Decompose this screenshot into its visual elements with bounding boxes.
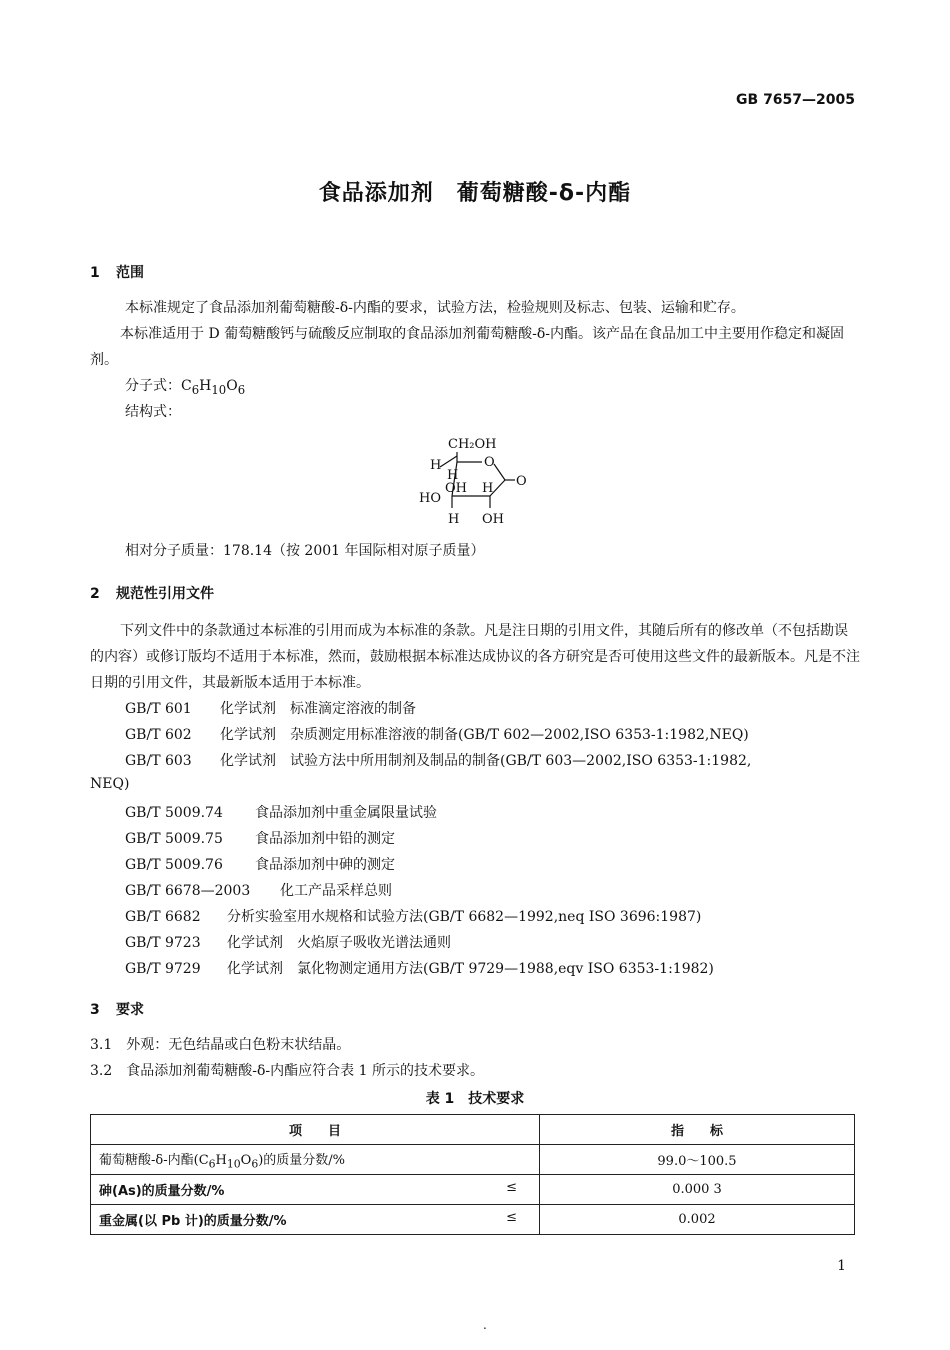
- requirement-3-2: 3.2 食品添加剂葡萄糖酸-δ-内酯应符合表 1 所示的技术要求。: [90, 1063, 484, 1079]
- reference-title: 化学试剂 试验方法中所用制剂及制品的制备(GB/T 603—2002,ISO 6353-1:1982,: [220, 753, 752, 769]
- table-row: [91, 1205, 855, 1235]
- reference-title: 分析实验室用水规格和试验方法(GB/T 6682—1992,neq ISO 3696:1987): [227, 909, 702, 925]
- row-item-label: 砷(As)的质量分数/%: [99, 1184, 225, 1199]
- scope-para-1: 本标准规定了食品添加剂葡萄糖酸-δ-内酯的要求，试验方法，检验规则及标志、包装、运输和贮存。: [125, 300, 745, 316]
- reference-code: GB/T 9723: [125, 935, 201, 951]
- molecular-mass: 相对分子质量：178.14（按 2001 年国际相对原子质量）: [125, 543, 485, 559]
- oh-group: OH: [482, 512, 504, 527]
- header-indicator: 指 标: [540, 1115, 855, 1145]
- page-number: 1: [837, 1258, 846, 1274]
- reference-item: [125, 854, 395, 874]
- row-item-label: 重金属(以 Pb 计)的质量分数/%: [99, 1214, 287, 1229]
- reference-item: [125, 958, 714, 978]
- normative-references-intro: 下列文件中的条款通过本标准的引用而成为本标准的条款。凡是注日期的引用文件，其随后所有的修改单（不包括勘误的内容）或修订版均不适用于本标准，然而，鼓励根据本标准达成协议的各方研究是否可使用这些文件的最新版本。凡是不注日期的引用文件，其最新版本适用于本标准。: [90, 623, 860, 691]
- standard-number: GB 7657—2005: [736, 92, 855, 108]
- section-title: 要求: [116, 1002, 144, 1018]
- reference-code: GB/T 6682: [125, 909, 201, 925]
- reference-code: GB/T 601: [125, 701, 192, 717]
- reference-code: GB/T 5009.75: [125, 831, 223, 847]
- oh-group: OH: [445, 481, 467, 496]
- technical-requirements-table: [90, 1114, 855, 1235]
- less-equal-sign: ≤: [506, 1180, 517, 1195]
- reference-item: [125, 932, 451, 952]
- reference-code: GB/T 6678—2003: [125, 883, 251, 899]
- reference-title: 化学试剂 火焰原子吸收光谱法通则: [227, 935, 451, 951]
- table-row: [91, 1175, 855, 1205]
- section-3-heading: [90, 999, 144, 1019]
- table-header-row: [91, 1115, 855, 1145]
- row-item: 葡萄糖酸-δ-内酯$(C_6H_{10}O_6)$的质量分数/%: [91, 1145, 540, 1175]
- row-item: [91, 1205, 540, 1235]
- molecular-formula: 分子式：$C_6H_{10}O_6$: [125, 378, 246, 397]
- structure-label: 结构式：: [125, 404, 181, 420]
- section-title: 范围: [116, 265, 144, 281]
- row-item-suffix: )的质量分数/%: [258, 1152, 346, 1168]
- scope-para-2: 本标准适用于 D 葡萄糖酸钙与硫酸反应制取的食品添加剂葡萄糖酸-δ-内酯。该产品在食品加工中主要用作稳定和凝固剂。: [90, 326, 845, 368]
- section-number: 2: [90, 586, 100, 602]
- reference-code: GB/T 5009.76: [125, 857, 223, 873]
- reference-title: 化学试剂 杂质测定用标准溶液的制备(GB/T 602—2002,ISO 6353-1:1982,NEQ): [220, 727, 749, 743]
- reference-item: [125, 880, 392, 900]
- reference-title: 食品添加剂中砷的测定: [255, 857, 395, 873]
- section-number: 3: [90, 1002, 100, 1018]
- structural-formula: [410, 430, 550, 535]
- section-number: 1: [90, 265, 100, 281]
- reference-title: 食品添加剂中重金属限量试验: [255, 805, 437, 821]
- table-caption: 表 1 技术要求: [425, 1091, 525, 1107]
- header-item: 项 目: [91, 1115, 540, 1145]
- row-value: 99.0～100.5: [540, 1145, 855, 1175]
- reference-continuation: NEQ): [90, 776, 130, 792]
- reference-title: 食品添加剂中铅的测定: [255, 831, 395, 847]
- h-atom: H: [447, 468, 459, 483]
- reference-title: 化学试剂 标准滴定溶液的制备: [220, 701, 416, 717]
- reference-item: [125, 724, 749, 744]
- table-row: [91, 1145, 855, 1175]
- page-mark: .: [483, 1318, 487, 1332]
- section-2-heading: [90, 583, 214, 603]
- requirement-3-1: 3.1 外观：无色结晶或白色粉末状结晶。: [90, 1037, 351, 1053]
- ring-oxygen: O: [484, 455, 495, 470]
- section-title: 规范性引用文件: [116, 586, 214, 602]
- row-item: [91, 1175, 540, 1205]
- section-1-heading: [90, 262, 144, 282]
- reference-title: 化工产品采样总则: [280, 883, 392, 899]
- reference-item: [125, 750, 751, 770]
- less-equal-sign: ≤: [506, 1210, 517, 1225]
- keto-oxygen: O: [516, 474, 527, 489]
- reference-item: [125, 828, 395, 848]
- reference-code: GB/T 603: [125, 753, 192, 769]
- reference-code: GB/T 5009.74: [125, 805, 223, 821]
- reference-item: [125, 802, 437, 822]
- formula-label: 分子式：: [125, 378, 181, 394]
- row-item-prefix: 葡萄糖酸-δ-内酯(: [99, 1152, 199, 1168]
- row-value: 0.000 3: [540, 1175, 855, 1205]
- reference-code: GB/T 602: [125, 727, 192, 743]
- reference-code: GB/T 9729: [125, 961, 201, 977]
- h-atom: H: [448, 512, 460, 527]
- row-value: 0.002: [540, 1205, 855, 1235]
- reference-title: 化学试剂 氯化物测定通用方法(GB/T 9729—1988,eqv ISO 6353-1:1982): [227, 961, 714, 977]
- h-atom: H: [482, 481, 494, 496]
- reference-item: [125, 906, 701, 926]
- ho-group: HO: [419, 491, 441, 506]
- document-title: 食品添加剂 葡萄糖酸-δ-内酯: [318, 181, 632, 206]
- ch2oh-group: CH₂OH: [448, 437, 497, 452]
- reference-item: [125, 698, 416, 718]
- h-atom: H: [430, 458, 442, 473]
